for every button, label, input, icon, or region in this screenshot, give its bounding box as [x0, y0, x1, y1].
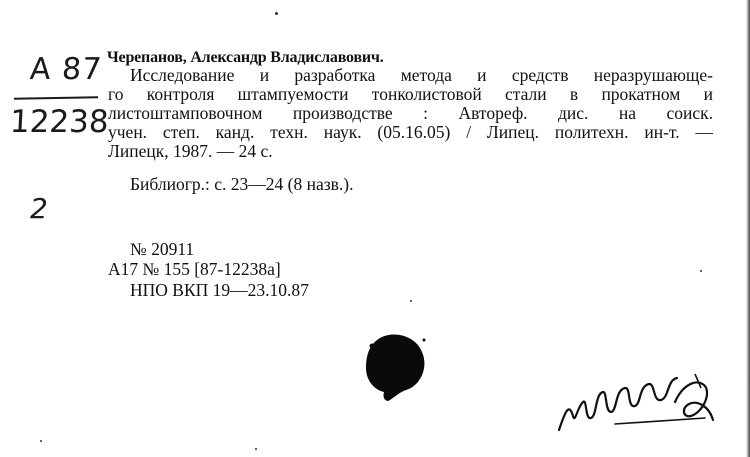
dust-speck	[275, 12, 278, 15]
dust-speck	[255, 448, 257, 450]
scan-edge	[746, 0, 750, 457]
dust-speck	[40, 440, 42, 442]
call-number-top: А 87	[28, 52, 104, 87]
ink-blot-icon	[360, 332, 430, 404]
title-line: учен. степ. канд. техн. наук. (05.16.05) / Липец. политехн. ин-т. —	[108, 122, 713, 142]
dust-speck	[410, 300, 412, 302]
order-number: А17 № 155 [87-12238а]	[108, 259, 281, 279]
title-line: Исследование и разработка метода и средств неразрушающе-	[130, 65, 713, 85]
title-description	[108, 66, 713, 161]
title-line: листоштамповочном производстве : Автореф. дис. на соиск.	[108, 103, 713, 123]
author-heading: Черепанов, Александр Владиславович.	[107, 49, 384, 66]
title-line: го контроля штампуемости тонколистовой стали в прокатном и	[108, 84, 713, 104]
signature-scribble-icon	[555, 372, 725, 442]
call-number-divider	[14, 96, 98, 99]
inventory-number: № 20911	[130, 239, 195, 259]
dust-speck	[700, 270, 702, 272]
copy-mark: 2	[30, 192, 48, 225]
npo-registration: НПО ВКП 19—23.10.87	[130, 280, 309, 300]
call-number-bottom: 12238	[9, 104, 110, 140]
title-line: Липецк, 1987. — 24 с.	[108, 141, 273, 161]
bibliography-note: Библиогр.: с. 23—24 (8 назв.).	[130, 174, 354, 194]
